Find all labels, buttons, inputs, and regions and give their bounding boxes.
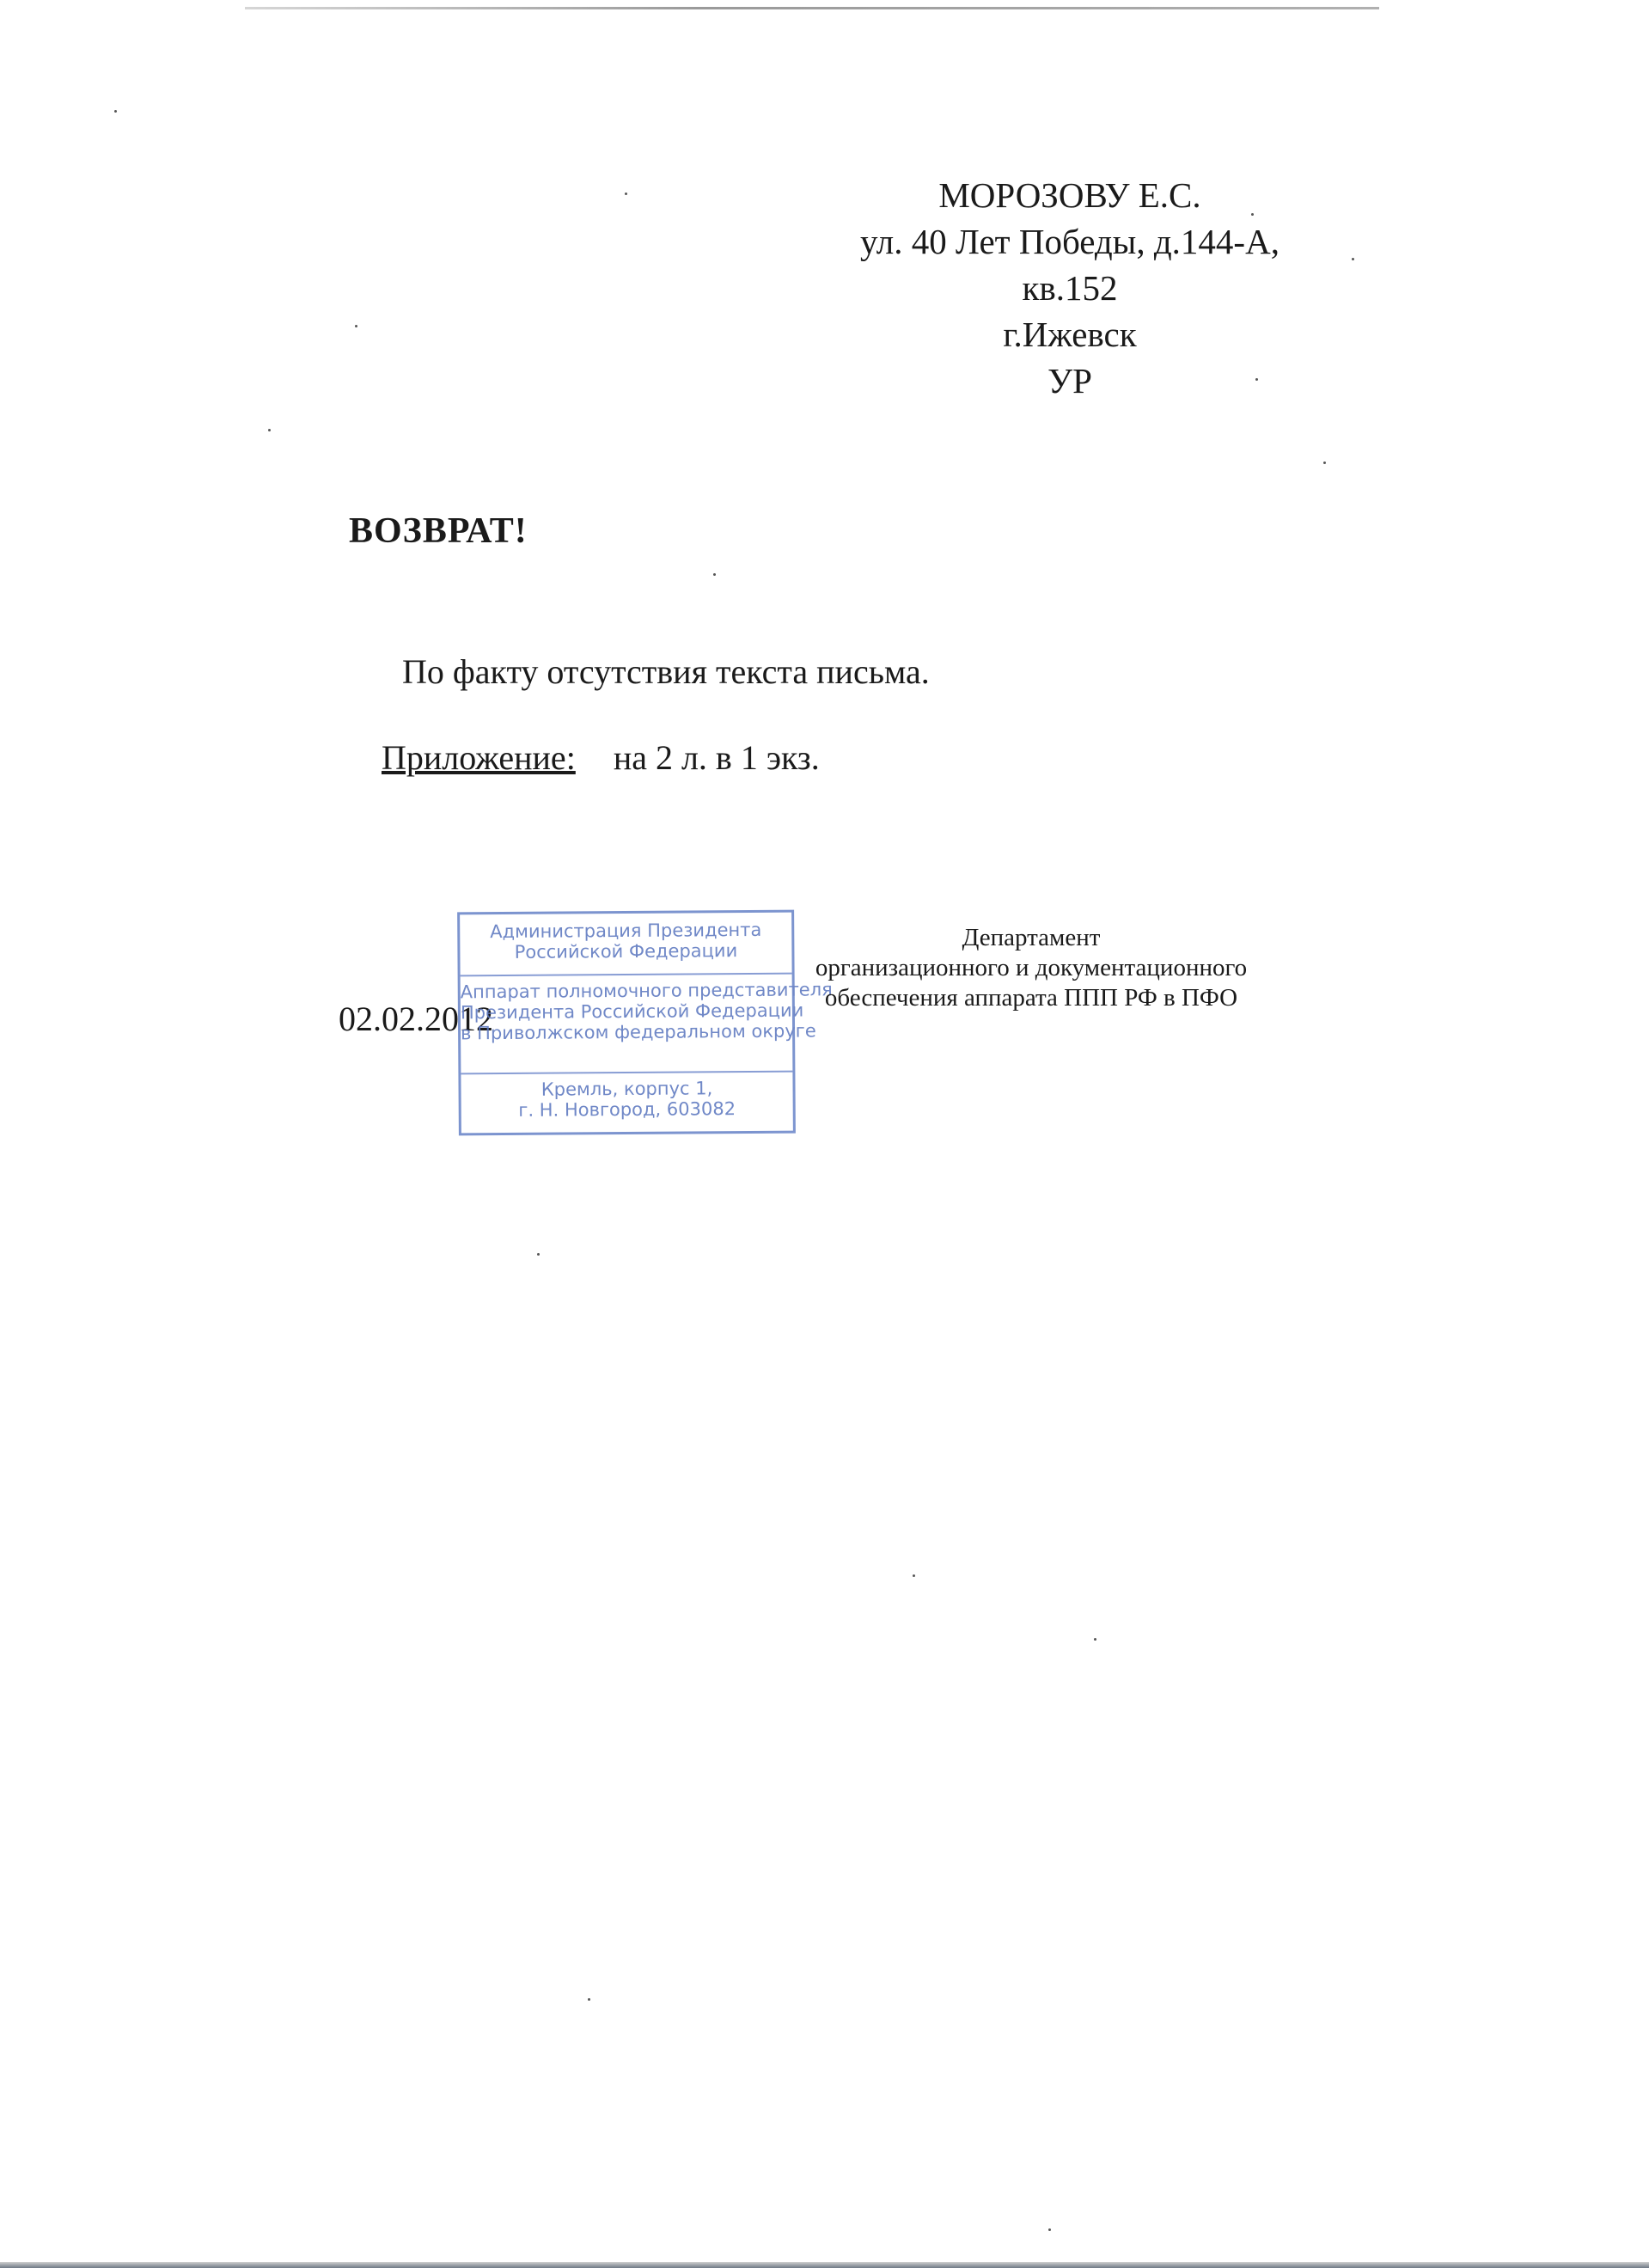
- stamp-section-administration: [460, 920, 791, 967]
- addressee-block: [773, 172, 1366, 404]
- scan-speck: [625, 193, 627, 195]
- stamp-line: г. Н. Новгород, 603082: [518, 1098, 736, 1121]
- scan-speck: [1352, 258, 1354, 260]
- addressee-apartment: кв.152: [1022, 268, 1118, 308]
- stamp-section-address: [461, 1071, 792, 1135]
- scan-speck: [913, 1574, 915, 1577]
- scan-speck: [537, 1253, 540, 1256]
- department-line: обеспечения аппарата ППП РФ в ПФО: [824, 984, 1238, 1012]
- scan-speck: [1323, 462, 1326, 464]
- attachment-value: на 2 л. в 1 экз.: [613, 738, 820, 777]
- scan-speck: [1094, 1638, 1096, 1641]
- addressee-name: МОРОЗОВУ Е.С.: [938, 175, 1201, 215]
- return-heading: ВОЗВРАТ!: [349, 511, 528, 551]
- scan-speck: [1251, 213, 1254, 216]
- scan-speck: [114, 110, 117, 113]
- letter-body-text: По факту отсутствия текста письма.: [402, 652, 930, 691]
- scan-speck: [713, 573, 716, 576]
- stamp-line: Аппарат полномочного представителя: [460, 979, 833, 1003]
- stamp-line: Российской Федерации: [514, 940, 738, 963]
- department-line: Департамент: [962, 924, 1101, 951]
- stamp-line: Кремль, корпус 1,: [541, 1078, 713, 1100]
- scan-bottom-edge: [0, 2262, 1649, 2268]
- addressee-city: г.Ижевск: [1003, 315, 1137, 354]
- scan-speck: [355, 325, 357, 327]
- stamp-section-office: [460, 973, 833, 1073]
- scan-speck: [1048, 2228, 1051, 2231]
- scan-speck: [268, 429, 271, 431]
- stamp-line: Администрация Президента: [490, 919, 762, 943]
- letter-date: 02.02.2012: [339, 1000, 493, 1038]
- addressee-region: УР: [1047, 361, 1092, 400]
- stamp-line: Президента Российской Федерации: [460, 1000, 804, 1024]
- scan-speck: [588, 1998, 590, 2001]
- stamp-line: в Приволжском федеральном округе: [460, 1020, 816, 1044]
- department-block: [791, 923, 1272, 1013]
- scan-top-edge: [245, 7, 1379, 9]
- scan-speck: [1255, 378, 1258, 381]
- addressee-street: ул. 40 Лет Победы, д.144-А,: [860, 222, 1280, 261]
- department-line: организационного и документационного: [815, 954, 1248, 981]
- attachment-line: [382, 737, 820, 778]
- attachment-label: Приложение:: [382, 738, 576, 777]
- official-stamp: [457, 910, 833, 1136]
